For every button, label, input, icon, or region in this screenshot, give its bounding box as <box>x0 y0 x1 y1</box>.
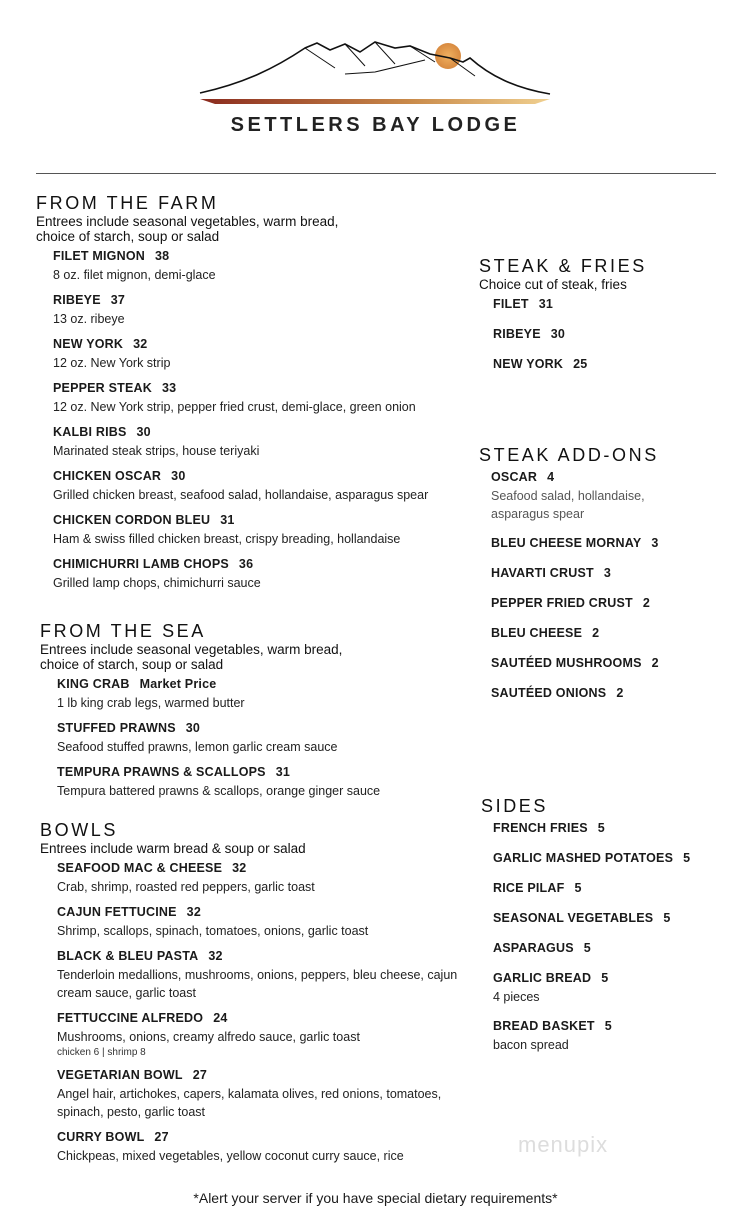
menu-item <box>53 555 458 592</box>
section-title: FROM THE SEA <box>40 621 206 641</box>
menu-item <box>493 969 690 1006</box>
menu-item <box>53 291 458 328</box>
item-name: CHICKEN OSCAR <box>53 469 162 483</box>
item-description: Ham & swiss filled chicken breast, crispy breading, hollandaise <box>53 532 401 546</box>
dietary-note: *Alert your server if you have special dietary requirements* <box>193 1190 558 1206</box>
item-name-line <box>53 467 458 486</box>
menu-item <box>491 654 661 673</box>
item-name: CHICKEN CORDON BLEU <box>53 513 211 527</box>
item-name: KING CRAB <box>57 677 130 691</box>
section-title: STEAK & FRIES <box>479 256 647 276</box>
menu-item <box>57 859 462 896</box>
item-price: 38 <box>154 249 170 263</box>
item-name-line <box>53 379 458 398</box>
item-name: SAUTÉED MUSHROOMS <box>491 656 642 670</box>
watermark: menupix <box>518 1132 609 1157</box>
item-name: BLACK & BLEU PASTA <box>57 949 199 963</box>
item-list <box>493 295 719 374</box>
menu-item <box>491 564 661 583</box>
item-description: 4 pieces <box>493 990 540 1004</box>
item-name-line <box>53 423 458 442</box>
menu-item <box>493 939 690 958</box>
menu-item <box>491 624 661 643</box>
section-sides <box>481 795 690 1065</box>
menu-item <box>493 355 719 374</box>
item-price: 5 <box>663 911 671 925</box>
item-name: ASPARAGUS <box>493 941 574 955</box>
item-price: 30 <box>171 469 186 483</box>
item-price: 2 <box>642 596 650 610</box>
item-name: SAUTÉED ONIONS <box>491 686 607 700</box>
item-description: 12 oz. New York strip, pepper fried crust, demi-glace, green onion <box>53 400 416 414</box>
item-price: 36 <box>238 557 254 571</box>
item-price: 5 <box>683 851 691 865</box>
item-name: FETTUCCINE ALFREDO <box>57 1011 204 1025</box>
menu-item <box>57 947 462 1002</box>
menu-item <box>57 763 462 800</box>
menu-item <box>493 1017 690 1054</box>
item-name-line <box>491 468 661 487</box>
menu-item <box>53 379 458 416</box>
item-price: 32 <box>186 905 201 919</box>
item-description: 1 lb king crab legs, warmed butter <box>57 696 245 710</box>
item-name: SEAFOOD MAC & CHEESE <box>57 861 223 875</box>
item-name: STUFFED PRAWNS <box>57 721 176 735</box>
item-name: CHIMICHURRI LAMB CHOPS <box>53 557 229 571</box>
item-name: KALBI RIBS <box>53 425 127 439</box>
item-price: 2 <box>616 686 624 700</box>
item-name: CAJUN FETTUCINE <box>57 905 177 919</box>
item-price: 3 <box>651 536 659 550</box>
item-name: NEW YORK <box>493 357 564 371</box>
item-description: 13 oz. ribeye <box>53 312 125 326</box>
item-name: SEASONAL VEGETABLES <box>493 911 654 925</box>
item-name: RICE PILAF <box>493 881 565 895</box>
menu-item <box>53 247 458 284</box>
item-name-line <box>57 675 462 694</box>
item-list <box>57 675 462 800</box>
item-name-line <box>493 295 719 314</box>
item-description: Grilled lamp chops, chimichurri sauce <box>53 576 261 590</box>
item-price: 27 <box>192 1068 207 1082</box>
menu-item <box>491 468 661 523</box>
section-title: STEAK ADD-ONS <box>479 445 659 465</box>
menu-item <box>491 684 661 703</box>
item-name-line <box>491 684 661 703</box>
menu-item <box>57 1066 462 1121</box>
item-price: 4 <box>547 470 555 484</box>
section-steak-and-fries <box>479 255 719 385</box>
item-price: 31 <box>275 765 291 779</box>
item-name-line <box>57 903 462 922</box>
menu-item <box>53 511 458 548</box>
item-price: 27 <box>154 1130 169 1144</box>
item-name-line <box>491 564 661 583</box>
item-name: GARLIC MASHED POTATOES <box>493 851 674 865</box>
item-price: 25 <box>573 357 588 371</box>
item-name-line <box>491 624 661 643</box>
item-name-line <box>53 555 458 574</box>
item-description: Crab, shrimp, roasted red peppers, garlic toast <box>57 880 315 894</box>
item-price: 5 <box>604 1019 612 1033</box>
section-subtitle: Choice cut of steak, fries <box>479 277 627 292</box>
item-name: NEW YORK <box>53 337 124 351</box>
menu-item <box>57 1009 462 1059</box>
item-price: 30 <box>136 425 151 439</box>
menu-item <box>53 335 458 372</box>
menu-item <box>491 594 661 613</box>
item-price: 5 <box>601 971 609 985</box>
section-from-the-farm <box>36 192 458 599</box>
item-description: Shrimp, scallops, spinach, tomatoes, onions, garlic toast <box>57 924 369 938</box>
item-name-line <box>57 1128 462 1147</box>
item-description: Chickpeas, mixed vegetables, yellow coconut curry sauce, rice <box>57 1149 404 1163</box>
item-name-line <box>53 247 458 266</box>
menu-item <box>493 849 690 868</box>
menu-item <box>57 1128 462 1165</box>
menu-item <box>57 719 462 756</box>
item-description: Seafood stuffed prawns, lemon garlic cream sauce <box>57 740 338 754</box>
section-title: FROM THE FARM <box>36 193 219 213</box>
section-bowls <box>40 819 462 1172</box>
item-name: PEPPER FRIED CRUST <box>491 596 633 610</box>
item-name-line <box>493 355 719 374</box>
item-name-line <box>493 325 719 344</box>
item-name-line <box>493 849 690 868</box>
item-description: Seafood salad, hollandaise, asparagus spear <box>491 489 645 521</box>
item-name-line <box>57 763 462 782</box>
item-description: bacon spread <box>493 1038 569 1052</box>
item-name-line <box>491 534 661 553</box>
item-price: 5 <box>583 941 591 955</box>
item-name-line <box>57 947 462 966</box>
item-price: 33 <box>161 381 177 395</box>
item-name: VEGETARIAN BOWL <box>57 1068 183 1082</box>
menu-item <box>493 909 690 928</box>
section-subtitle: Entrees include seasonal vegetables, warm bread, choice of starch, soup or salad <box>40 642 343 672</box>
item-description: Tenderloin medallions, mushrooms, onions, peppers, bleu cheese, cajun cream sauce, garlic toast <box>57 968 458 1000</box>
item-price: 31 <box>220 513 235 527</box>
item-name-line <box>491 654 661 673</box>
mountain-logo-icon <box>195 38 555 108</box>
item-name-line <box>57 1066 462 1085</box>
item-price: 5 <box>574 881 582 895</box>
item-name: RIBEYE <box>493 327 541 341</box>
item-description: Grilled chicken breast, seafood salad, hollandaise, asparagus spear <box>53 488 429 502</box>
item-name-line <box>53 511 458 530</box>
item-description: 12 oz. New York strip <box>53 356 171 370</box>
item-name: BLEU CHEESE <box>491 626 583 640</box>
item-name: RIBEYE <box>53 293 101 307</box>
menu-item <box>57 903 462 940</box>
item-description: Tempura battered prawns & scallops, orange ginger sauce <box>57 784 381 798</box>
item-price: 32 <box>232 861 247 875</box>
item-price: 3 <box>603 566 611 580</box>
item-name: FRENCH FRIES <box>493 821 588 835</box>
menu-item <box>493 295 719 314</box>
item-list <box>493 819 690 1054</box>
item-name-line <box>57 719 462 738</box>
item-price: Market Price <box>139 677 217 691</box>
item-price: 24 <box>213 1011 228 1025</box>
item-name: PEPPER STEAK <box>53 381 152 395</box>
menu-item <box>53 467 458 504</box>
item-price: 32 <box>133 337 148 351</box>
item-name-line <box>493 939 690 958</box>
item-name-line <box>53 335 458 354</box>
item-description: Angel hair, artichokes, capers, kalamata olives, red onions, tomatoes, spinach, pesto, garlic toast <box>57 1087 442 1119</box>
item-name-line <box>57 1009 462 1028</box>
item-name: FILET <box>493 297 529 311</box>
item-name-line <box>493 969 690 988</box>
item-list <box>491 468 661 703</box>
item-price: 30 <box>550 327 566 341</box>
item-name: HAVARTI CRUST <box>491 566 594 580</box>
item-description: Marinated steak strips, house teriyaki <box>53 444 260 458</box>
menu-item <box>57 675 462 712</box>
item-name: TEMPURA PRAWNS & SCALLOPS <box>57 765 266 779</box>
menu-item <box>493 879 690 898</box>
item-name-line <box>493 819 690 838</box>
menu-item <box>491 534 661 553</box>
section-title: SIDES <box>481 796 549 816</box>
section-from-the-sea <box>40 620 462 807</box>
item-name: FILET MIGNON <box>53 249 145 263</box>
item-name: OSCAR <box>491 470 538 484</box>
menu-item <box>53 423 458 460</box>
item-name-line <box>57 859 462 878</box>
section-subtitle: Entrees include warm bread & soup or salad <box>40 841 306 856</box>
item-name: GARLIC BREAD <box>493 971 592 985</box>
item-addons: chicken 6 | shrimp 8 <box>57 1047 146 1058</box>
item-description: Mushrooms, onions, creamy alfredo sauce, garlic toast <box>57 1030 360 1044</box>
item-price: 37 <box>110 293 126 307</box>
item-name: CURRY BOWL <box>57 1130 145 1144</box>
item-name: BREAD BASKET <box>493 1019 595 1033</box>
section-title: BOWLS <box>40 820 119 840</box>
item-price: 32 <box>208 949 223 963</box>
item-name-line <box>493 1017 690 1036</box>
item-name-line <box>53 291 458 310</box>
menu-item <box>493 819 690 838</box>
item-list <box>57 859 462 1165</box>
item-list <box>53 247 458 592</box>
item-name-line <box>493 879 690 898</box>
item-price: 30 <box>185 721 201 735</box>
item-price: 5 <box>597 821 605 835</box>
item-name: BLEU CHEESE MORNAY <box>491 536 642 550</box>
item-price: 2 <box>651 656 659 670</box>
item-name-line <box>491 594 661 613</box>
item-price: 31 <box>538 297 554 311</box>
divider <box>36 173 716 174</box>
restaurant-name: SETTLERS BAY LODGE <box>230 114 521 136</box>
item-name-line <box>493 909 690 928</box>
section-subtitle: Entrees include seasonal vegetables, warm bread, choice of starch, soup or salad <box>36 214 339 244</box>
section-steak-add-ons <box>479 444 661 714</box>
item-price: 2 <box>592 626 600 640</box>
item-description: 8 oz. filet mignon, demi-glace <box>53 268 216 282</box>
menu-item <box>493 325 719 344</box>
